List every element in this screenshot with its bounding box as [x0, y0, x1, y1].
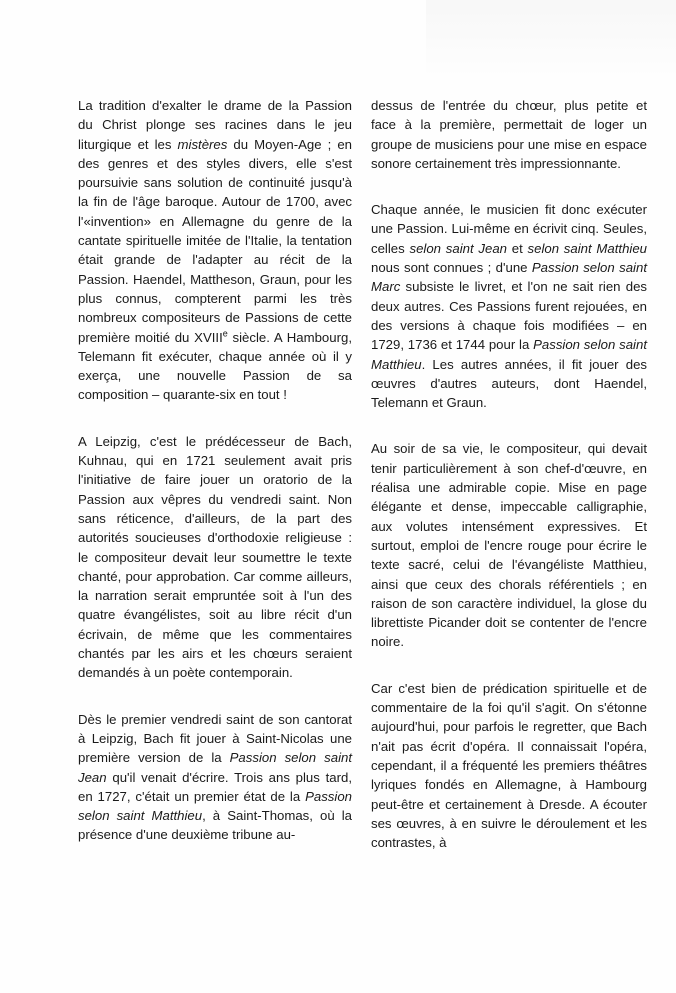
- italic-text: Passion selon saint Jean: [78, 750, 352, 785]
- right-column: [371, 96, 647, 876]
- text-run: Au soir de sa vie, le compositeur, qui devait tenir particulièrement à son chef-d'œuvre, en réalisa une admirable copie. Mise en page élégante et dense, impeccable calligraphie, aux volutes intensément expressives. Et surtout, emploi de l'encre rouge pour écrire le texte sacré, celui de l'évangéliste Matthieu, ainsi que ceux des chorals référentiels ; en raison de son caractère individuel, la glose du librettiste Picander doit se contenter de l'encre noire.: [371, 441, 647, 650]
- italic-text: Passion selon saint Marc: [371, 260, 647, 295]
- paragraph: [371, 679, 647, 853]
- text-run: et: [506, 240, 528, 256]
- text-run: . Les autres années, il fit jouer des œuvres d'autres auteurs, dont Haendel, Telemann et Graun.: [371, 356, 647, 411]
- italic-text: Passion selon saint Matthieu: [78, 788, 352, 824]
- text-run: dessus de l'entrée du chœur, plus petite et face à la première, permettait de loger un groupe de musiciens pour une mise en espace sonore certainement très impressionnante.: [371, 98, 647, 171]
- text-run: subsiste le livret, et l'on ne sait rien des deux autres. Ces Passions furent rejouées, en des versions à chaque fois modifiées – en 1729, 1736 et 1744 pour la: [371, 279, 647, 353]
- italic-text: selon saint Jean: [409, 240, 507, 256]
- italic-text: mistères: [177, 136, 228, 152]
- superscript-text: e: [222, 328, 228, 339]
- text-run: du Moyen-Age ; en des genres et des styles divers, elle s'est poursuivie sans solution de continuité jusqu'à la fin de l'âge baroque. Autour de 1700, avec l'«invention» en Allemagne du genre de la cantate spirituelle imitée de l'Italie, la tentation était grande de l'adapter au récit de la Passion. Haendel, Mattheson, Graun, pour les plus connus, compterent parmi les très nombreux compositeurs de Passions de cette première moitié du XVIII: [78, 136, 352, 345]
- text-run: A Leipzig, c'est le prédécesseur de Bach, Kuhnau, qui en 1721 seulement avait pris l'initiative de faire jouer un oratorio de la Passion aux vêpres du vendredi saint. Non sans réticence, d'ailleurs, de la part des autorités soucieuses d'orthodoxie religieuse : le compositeur devait leur soumettre le texte chanté, pour approbation. Car comme ailleurs, la narration serait empruntée soit à l'un des quatre évangélistes, soit au libre récit d'un écrivain, de même que les commentaires chantés par les airs et les chœurs seraient demandés à un poète contemporain.: [78, 433, 352, 681]
- text-run: Chaque année, le musicien fit donc exécuter une Passion. Lui-même en écrivit cinq. Seules, celles: [371, 202, 647, 256]
- italic-text: selon saint Matthieu: [527, 240, 647, 256]
- text-run: qu'il venait d'écrire. Trois ans plus tard, en 1727, c'était un premier état de la: [78, 769, 352, 804]
- text-run: siècle. A Hambourg, Telemann fit exécuter, chaque année où il y exerça, une nouvelle Passion de sa composition – quarante-six en tout !: [78, 329, 352, 403]
- text-run: La tradition d'exalter le drame de la Passion du Christ plonge ses racines dans le jeu liturgique et les: [78, 98, 352, 152]
- paragraph: [371, 96, 647, 173]
- paragraph: [78, 96, 352, 405]
- paragraph: [371, 439, 647, 651]
- text-run: Car c'est bien de prédication spirituelle et de commentaire de la foi qu'il s'agit. On s'étonne aujourd'hui, pour parfois le regretter, que Bach n'ait pas écrit d'opéra. Il connaissait l'opéra, cependant, il a fréquenté les premiers théâtres lyriques fondés en Allemagne, à Hambourg peut-être et certainement à Dresde. A écouter ses œuvres, à en suivre le déroulement et les contrastes, à: [371, 680, 647, 851]
- text-run: , à Saint-Thomas, où la présence d'une deuxième tribune au-: [78, 808, 352, 843]
- paragraph: [78, 432, 352, 683]
- paragraph: [371, 200, 647, 412]
- text-run: Dès le premier vendredi saint de son cantorat à Leipzig, Bach fit jouer à Saint-Nicolas une première version de la: [78, 711, 352, 766]
- text-run: nous sont connues ; d'une: [371, 260, 532, 276]
- italic-text: Passion selon saint Matthieu: [371, 337, 647, 372]
- paragraph: [78, 710, 352, 845]
- left-column: [78, 96, 352, 872]
- scan-edge-shading: [426, 0, 676, 80]
